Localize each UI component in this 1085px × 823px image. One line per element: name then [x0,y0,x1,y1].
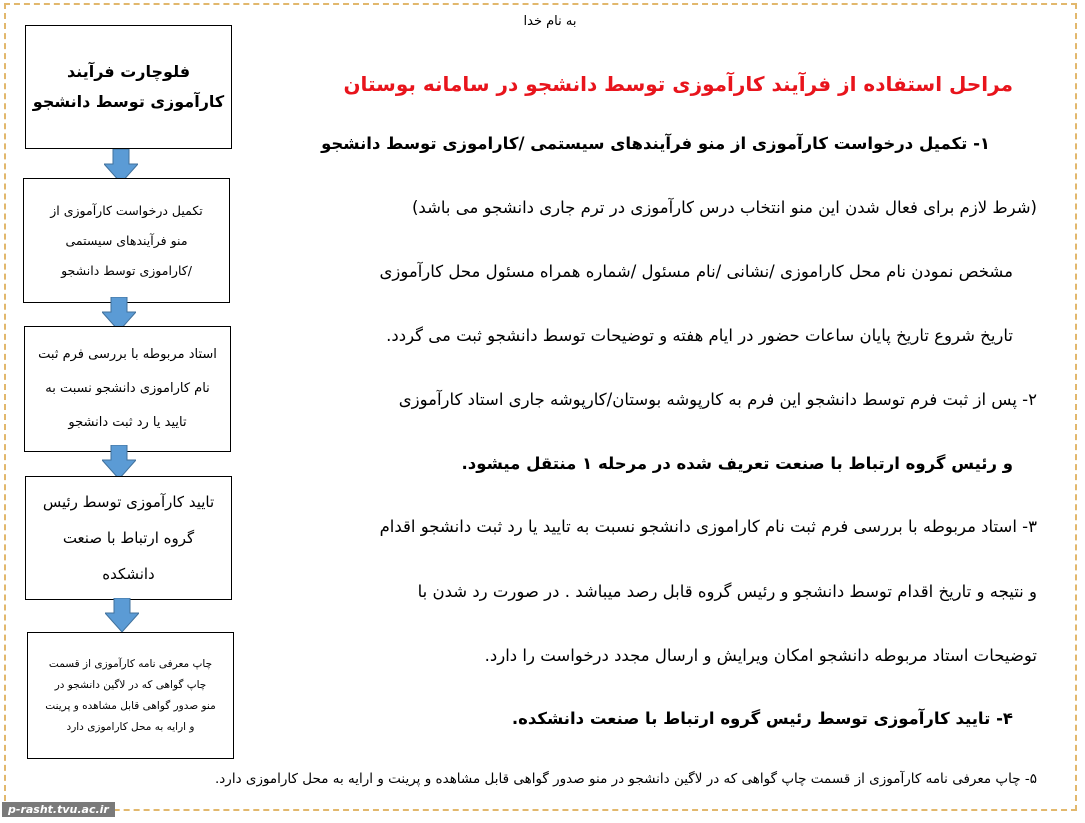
flowchart-step-2-line-3: تایید یا رد ثبت دانشجو [68,415,187,430]
flowchart-step-4-line-3: منو صدور گواهی قابل مشاهده و پرینت [45,699,216,712]
step-3-line-2: و نتیجه و تاریخ اقدام توسط دانشجو و رئیس گروه قابل رصد میباشد . در صورت رد شدن با [417,582,1037,601]
flowchart-step-3-line-2: گروه ارتباط با صنعت [62,529,195,547]
step-2-line-2: و رئیس گروه ارتباط با صنعت تعریف شده در مرحله ۱ منتقل میشود. [461,454,1013,473]
flowchart-title-line-2: کارآموزی توسط دانشجو [32,92,225,111]
flowchart-step-2-line-2: نام کاراموزی دانشجو نسبت به [45,381,210,396]
flowchart-step-1-box [23,178,230,303]
flowchart-step-1-line-2: منو فرآیندهای سیستمی [65,232,188,248]
flowchart-step-2-line-1: استاد مربوطه با بررسی فرم ثبت [38,347,217,362]
flowchart-step-4-line-4: و ارایه به محل کاراموزی دارد [66,720,195,733]
flowchart-step-4-box [27,632,234,759]
step-3-line-1: ۳- استاد مربوطه با بررسی فرم ثبت نام کاراموزی دانشجو نسبت به تایید یا رد ثبت دانشجو اقدام [379,517,1037,536]
flowchart-step-2-box [24,326,231,452]
step-1-line-3: مشخص نمودن نام محل کاراموزی /نشانی /نام مسئول /شماره همراه مسئول محل کارآموزی [379,262,1013,281]
step-1-line-4: تاریخ شروع تاریخ پایان ساعات حضور در ایام هفته و توضیحات توسط دانشجو ثبت می گردد. [386,326,1013,345]
flowchart-step-1-line-1: تکمیل درخواست کارآموزی از [50,202,203,218]
step-3-line-3: توضیحات استاد مربوطه دانشجو امکان ویرایش و ارسال مجدد درخواست را دارد. [484,646,1037,665]
site-watermark: p-rasht.tvu.ac.ir [2,802,115,817]
flowchart-title-box [25,25,232,149]
flowchart-step-3-box [25,476,232,600]
step-1-line-2: (شرط لازم برای فعال شدن این منو انتخاب درس کارآموزی در ترم جاری دانشجو می باشد) [411,198,1037,217]
flowchart-step-1-line-3: /کاراموزی توسط دانشجو [61,262,192,278]
flowchart-title-line-1: فلوچارت فرآیند [66,62,191,81]
arrow-down-icon [105,598,139,632]
step-4-line: ۴- تایید کارآموزی توسط رئیس گروه ارتباط با صنعت دانشکده. [511,709,1013,728]
flowchart-step-4-line-2: چاپ گواهی که در لاگین دانشجو در [54,678,207,691]
bismillah-text: به نام خدا [523,14,577,29]
page-title: مراحل استفاده از فرآیند کارآموزی توسط دانشجو در سامانه بوستان [343,72,1013,96]
flowchart-step-3-line-1: تایید کارآموزی توسط رئیس [42,493,215,511]
step-2-line-1: ۲- پس از ثبت فرم توسط دانشجو این فرم به کارپوشه بوستان/کارپوشه جاری استاد کارآموزی [398,390,1037,409]
flowchart-step-4-line-1: چاپ معرفی نامه کارآموزی از قسمت [48,657,213,670]
arrow-down-icon [102,445,136,479]
step-1-line-1: ۱- تکمیل درخواست کارآموزی از منو فرآیندهای سیستمی /کاراموزی توسط دانشجو [321,134,990,153]
step-5-line: ۵- چاپ معرفی نامه کارآموزی از قسمت چاپ گواهی که در لاگین دانشجو در منو صدور گواهی قابل مشاهده و پرینت و ارایه به محل کاراموزی دارد. [215,771,1037,787]
flowchart-step-3-line-3: دانشکده [102,565,155,583]
